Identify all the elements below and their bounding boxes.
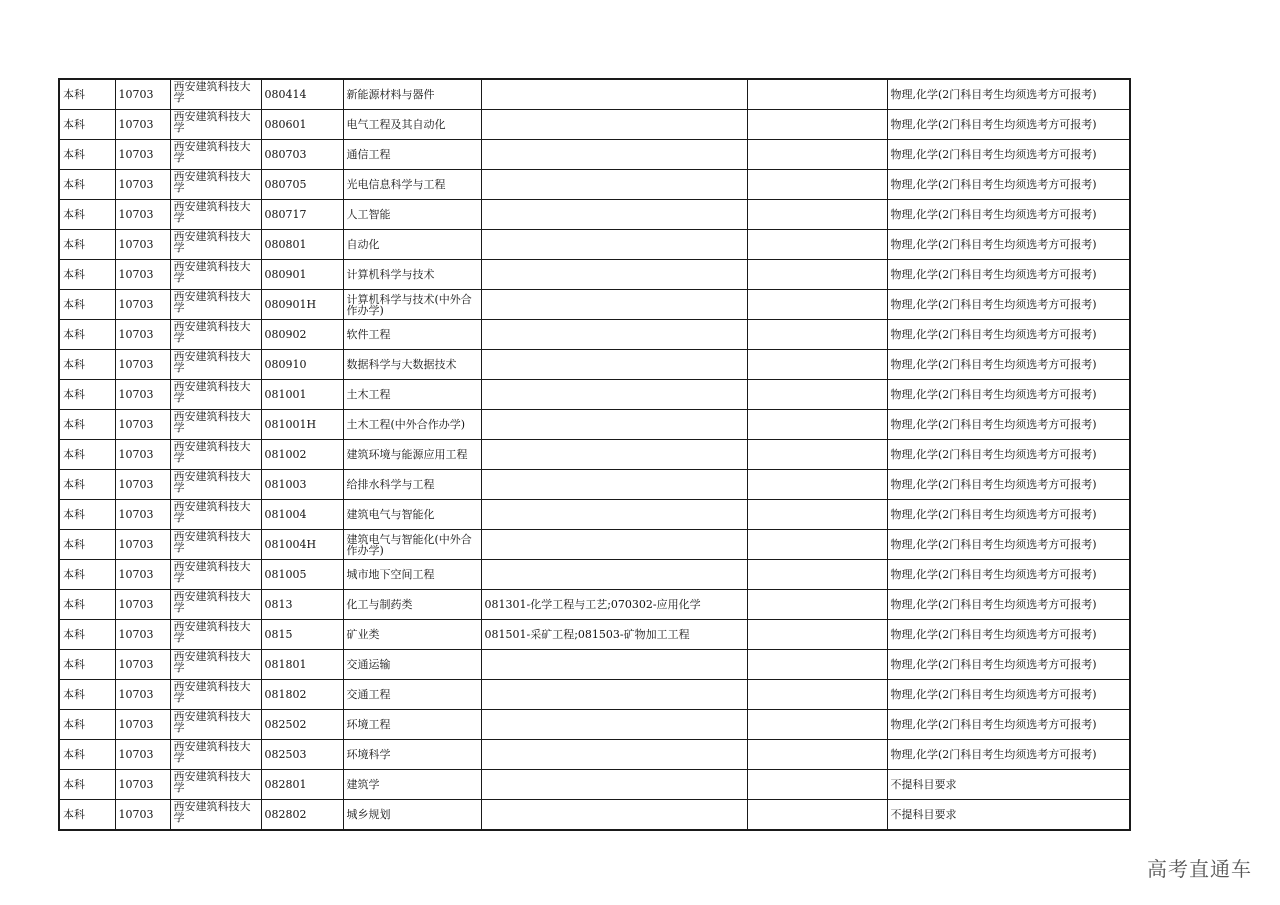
school-code-cell: 10703 <box>115 650 170 680</box>
included-majors-cell: 081301-化学工程与工艺;070302-应用化学 <box>481 590 747 620</box>
included-majors-cell <box>481 740 747 770</box>
note-cell <box>747 110 887 140</box>
school-name-cell: 西安建筑科技大学 <box>170 290 261 320</box>
major-code-cell: 081002 <box>261 440 343 470</box>
included-majors-cell <box>481 800 747 831</box>
table-row <box>59 560 1130 590</box>
school-name-cell: 西安建筑科技大学 <box>170 200 261 230</box>
school-code-cell: 10703 <box>115 410 170 440</box>
watermark-text: 高考直通车 <box>1147 857 1252 881</box>
school-code-cell: 10703 <box>115 770 170 800</box>
major-code-cell: 080901H <box>261 290 343 320</box>
note-cell <box>747 79 887 110</box>
note-cell <box>747 140 887 170</box>
level-cell: 本科 <box>59 200 115 230</box>
major-name-cell: 交通工程 <box>343 680 481 710</box>
major-code-cell: 081001 <box>261 380 343 410</box>
major-name-cell: 软件工程 <box>343 320 481 350</box>
table-row <box>59 530 1130 560</box>
school-code-cell: 10703 <box>115 170 170 200</box>
school-name-cell: 西安建筑科技大学 <box>170 230 261 260</box>
major-name-cell: 交通运输 <box>343 650 481 680</box>
school-name-cell: 西安建筑科技大学 <box>170 710 261 740</box>
note-cell <box>747 410 887 440</box>
school-code-cell: 10703 <box>115 110 170 140</box>
school-code-cell: 10703 <box>115 710 170 740</box>
school-name-cell: 西安建筑科技大学 <box>170 620 261 650</box>
major-name-cell: 计算机科学与技术(中外合作办学) <box>343 290 481 320</box>
school-name-cell: 西安建筑科技大学 <box>170 320 261 350</box>
school-name-cell: 西安建筑科技大学 <box>170 740 261 770</box>
note-cell <box>747 260 887 290</box>
school-code-cell: 10703 <box>115 470 170 500</box>
level-cell: 本科 <box>59 710 115 740</box>
school-name-cell: 西安建筑科技大学 <box>170 530 261 560</box>
included-majors-cell <box>481 500 747 530</box>
level-cell: 本科 <box>59 79 115 110</box>
major-code-cell: 081003 <box>261 470 343 500</box>
subject-requirement-cell: 物理,化学(2门科目考生均须选考方可报考) <box>887 740 1130 770</box>
included-majors-cell <box>481 110 747 140</box>
major-code-cell: 080801 <box>261 230 343 260</box>
included-majors-cell <box>481 560 747 590</box>
included-majors-cell <box>481 650 747 680</box>
school-name-cell: 西安建筑科技大学 <box>170 650 261 680</box>
major-name-cell: 化工与制药类 <box>343 590 481 620</box>
school-name-cell: 西安建筑科技大学 <box>170 350 261 380</box>
major-name-cell: 矿业类 <box>343 620 481 650</box>
table-body <box>59 79 1130 830</box>
school-code-cell: 10703 <box>115 560 170 590</box>
note-cell <box>747 380 887 410</box>
school-name-cell: 西安建筑科技大学 <box>170 560 261 590</box>
major-code-cell: 081004H <box>261 530 343 560</box>
table-row <box>59 440 1130 470</box>
included-majors-cell <box>481 680 747 710</box>
table-row <box>59 350 1130 380</box>
table-row <box>59 650 1130 680</box>
subject-requirement-cell: 不提科目要求 <box>887 800 1130 831</box>
school-name-cell: 西安建筑科技大学 <box>170 140 261 170</box>
level-cell: 本科 <box>59 800 115 831</box>
school-name-cell: 西安建筑科技大学 <box>170 170 261 200</box>
school-code-cell: 10703 <box>115 740 170 770</box>
major-name-cell: 城市地下空间工程 <box>343 560 481 590</box>
major-code-cell: 081801 <box>261 650 343 680</box>
major-code-cell: 0813 <box>261 590 343 620</box>
major-code-cell: 080901 <box>261 260 343 290</box>
included-majors-cell <box>481 380 747 410</box>
note-cell <box>747 620 887 650</box>
included-majors-cell <box>481 350 747 380</box>
table-row <box>59 260 1130 290</box>
level-cell: 本科 <box>59 620 115 650</box>
subject-requirement-cell: 物理,化学(2门科目考生均须选考方可报考) <box>887 500 1130 530</box>
major-code-cell: 082502 <box>261 710 343 740</box>
major-code-cell: 081004 <box>261 500 343 530</box>
school-name-cell: 西安建筑科技大学 <box>170 800 261 831</box>
included-majors-cell <box>481 170 747 200</box>
included-majors-cell <box>481 320 747 350</box>
major-name-cell: 城乡规划 <box>343 800 481 831</box>
note-cell <box>747 710 887 740</box>
level-cell: 本科 <box>59 230 115 260</box>
level-cell: 本科 <box>59 380 115 410</box>
major-name-cell: 计算机科学与技术 <box>343 260 481 290</box>
school-code-cell: 10703 <box>115 140 170 170</box>
major-name-cell: 自动化 <box>343 230 481 260</box>
major-code-cell: 080902 <box>261 320 343 350</box>
table-row <box>59 140 1130 170</box>
major-name-cell: 光电信息科学与工程 <box>343 170 481 200</box>
level-cell: 本科 <box>59 560 115 590</box>
table-row <box>59 110 1130 140</box>
table-row <box>59 620 1130 650</box>
school-code-cell: 10703 <box>115 590 170 620</box>
major-name-cell: 通信工程 <box>343 140 481 170</box>
note-cell <box>747 530 887 560</box>
subject-requirement-cell: 物理,化学(2门科目考生均须选考方可报考) <box>887 290 1130 320</box>
table-row <box>59 320 1130 350</box>
included-majors-cell <box>481 200 747 230</box>
note-cell <box>747 680 887 710</box>
major-code-cell: 080703 <box>261 140 343 170</box>
note-cell <box>747 740 887 770</box>
included-majors-cell: 081501-采矿工程;081503-矿物加工工程 <box>481 620 747 650</box>
major-code-cell: 080717 <box>261 200 343 230</box>
school-code-cell: 10703 <box>115 260 170 290</box>
subject-requirement-cell: 物理,化学(2门科目考生均须选考方可报考) <box>887 320 1130 350</box>
included-majors-cell <box>481 470 747 500</box>
major-code-cell: 080601 <box>261 110 343 140</box>
subject-requirement-cell: 物理,化学(2门科目考生均须选考方可报考) <box>887 710 1130 740</box>
major-name-cell: 给排水科学与工程 <box>343 470 481 500</box>
table-row <box>59 800 1130 831</box>
major-name-cell: 环境科学 <box>343 740 481 770</box>
major-code-cell: 082801 <box>261 770 343 800</box>
major-name-cell: 建筑电气与智能化 <box>343 500 481 530</box>
school-name-cell: 西安建筑科技大学 <box>170 500 261 530</box>
school-code-cell: 10703 <box>115 320 170 350</box>
school-code-cell: 10703 <box>115 380 170 410</box>
subject-requirement-cell: 物理,化学(2门科目考生均须选考方可报考) <box>887 170 1130 200</box>
note-cell <box>747 560 887 590</box>
note-cell <box>747 170 887 200</box>
included-majors-cell <box>481 770 747 800</box>
level-cell: 本科 <box>59 470 115 500</box>
level-cell: 本科 <box>59 440 115 470</box>
major-name-cell: 环境工程 <box>343 710 481 740</box>
level-cell: 本科 <box>59 260 115 290</box>
subject-requirement-cell: 不提科目要求 <box>887 770 1130 800</box>
included-majors-cell <box>481 79 747 110</box>
major-name-cell: 土木工程(中外合作办学) <box>343 410 481 440</box>
major-code-cell: 080705 <box>261 170 343 200</box>
school-name-cell: 西安建筑科技大学 <box>170 410 261 440</box>
major-name-cell: 数据科学与大数据技术 <box>343 350 481 380</box>
school-code-cell: 10703 <box>115 620 170 650</box>
subject-requirement-cell: 物理,化学(2门科目考生均须选考方可报考) <box>887 79 1130 110</box>
subject-requirement-cell: 物理,化学(2门科目考生均须选考方可报考) <box>887 470 1130 500</box>
major-code-cell: 082503 <box>261 740 343 770</box>
level-cell: 本科 <box>59 140 115 170</box>
school-code-cell: 10703 <box>115 230 170 260</box>
table-row <box>59 79 1130 110</box>
included-majors-cell <box>481 260 747 290</box>
level-cell: 本科 <box>59 770 115 800</box>
included-majors-cell <box>481 140 747 170</box>
level-cell: 本科 <box>59 410 115 440</box>
table-row <box>59 200 1130 230</box>
note-cell <box>747 590 887 620</box>
note-cell <box>747 500 887 530</box>
subject-requirement-cell: 物理,化学(2门科目考生均须选考方可报考) <box>887 140 1130 170</box>
subject-requirement-cell: 物理,化学(2门科目考生均须选考方可报考) <box>887 350 1130 380</box>
school-name-cell: 西安建筑科技大学 <box>170 590 261 620</box>
school-code-cell: 10703 <box>115 350 170 380</box>
table-row <box>59 500 1130 530</box>
subject-requirement-cell: 物理,化学(2门科目考生均须选考方可报考) <box>887 410 1130 440</box>
subject-requirement-cell: 物理,化学(2门科目考生均须选考方可报考) <box>887 260 1130 290</box>
table-row <box>59 710 1130 740</box>
school-name-cell: 西安建筑科技大学 <box>170 380 261 410</box>
note-cell <box>747 200 887 230</box>
note-cell <box>747 470 887 500</box>
subject-requirement-cell: 物理,化学(2门科目考生均须选考方可报考) <box>887 200 1130 230</box>
level-cell: 本科 <box>59 590 115 620</box>
school-code-cell: 10703 <box>115 440 170 470</box>
school-code-cell: 10703 <box>115 800 170 831</box>
included-majors-cell <box>481 290 747 320</box>
subject-requirement-cell: 物理,化学(2门科目考生均须选考方可报考) <box>887 380 1130 410</box>
major-code-cell: 081802 <box>261 680 343 710</box>
major-code-cell: 0815 <box>261 620 343 650</box>
school-name-cell: 西安建筑科技大学 <box>170 260 261 290</box>
major-code-cell: 080910 <box>261 350 343 380</box>
major-name-cell: 人工智能 <box>343 200 481 230</box>
major-code-cell: 081001H <box>261 410 343 440</box>
level-cell: 本科 <box>59 680 115 710</box>
table-row <box>59 680 1130 710</box>
major-name-cell: 电气工程及其自动化 <box>343 110 481 140</box>
school-code-cell: 10703 <box>115 680 170 710</box>
note-cell <box>747 230 887 260</box>
note-cell <box>747 800 887 831</box>
table-row <box>59 170 1130 200</box>
level-cell: 本科 <box>59 290 115 320</box>
level-cell: 本科 <box>59 740 115 770</box>
school-name-cell: 西安建筑科技大学 <box>170 440 261 470</box>
majors-table <box>58 78 1131 831</box>
school-code-cell: 10703 <box>115 290 170 320</box>
subject-requirement-cell: 物理,化学(2门科目考生均须选考方可报考) <box>887 680 1130 710</box>
subject-requirement-cell: 物理,化学(2门科目考生均须选考方可报考) <box>887 620 1130 650</box>
subject-requirement-cell: 物理,化学(2门科目考生均须选考方可报考) <box>887 560 1130 590</box>
level-cell: 本科 <box>59 650 115 680</box>
note-cell <box>747 320 887 350</box>
subject-requirement-cell: 物理,化学(2门科目考生均须选考方可报考) <box>887 650 1130 680</box>
table-row <box>59 290 1130 320</box>
level-cell: 本科 <box>59 320 115 350</box>
major-code-cell: 080414 <box>261 79 343 110</box>
included-majors-cell <box>481 530 747 560</box>
school-code-cell: 10703 <box>115 530 170 560</box>
school-name-cell: 西安建筑科技大学 <box>170 110 261 140</box>
major-code-cell: 082802 <box>261 800 343 831</box>
subject-requirement-cell: 物理,化学(2门科目考生均须选考方可报考) <box>887 230 1130 260</box>
table-row <box>59 410 1130 440</box>
subject-requirement-cell: 物理,化学(2门科目考生均须选考方可报考) <box>887 590 1130 620</box>
table-row <box>59 590 1130 620</box>
table-row <box>59 740 1130 770</box>
major-name-cell: 土木工程 <box>343 380 481 410</box>
included-majors-cell <box>481 440 747 470</box>
note-cell <box>747 770 887 800</box>
note-cell <box>747 350 887 380</box>
major-name-cell: 建筑电气与智能化(中外合作办学) <box>343 530 481 560</box>
table-row <box>59 230 1130 260</box>
table-row <box>59 380 1130 410</box>
subject-requirement-cell: 物理,化学(2门科目考生均须选考方可报考) <box>887 110 1130 140</box>
table-row <box>59 470 1130 500</box>
included-majors-cell <box>481 710 747 740</box>
school-code-cell: 10703 <box>115 500 170 530</box>
major-code-cell: 081005 <box>261 560 343 590</box>
subject-requirement-cell: 物理,化学(2门科目考生均须选考方可报考) <box>887 530 1130 560</box>
note-cell <box>747 440 887 470</box>
major-name-cell: 建筑环境与能源应用工程 <box>343 440 481 470</box>
school-name-cell: 西安建筑科技大学 <box>170 680 261 710</box>
table-row <box>59 770 1130 800</box>
included-majors-cell <box>481 230 747 260</box>
school-name-cell: 西安建筑科技大学 <box>170 770 261 800</box>
note-cell <box>747 650 887 680</box>
level-cell: 本科 <box>59 530 115 560</box>
included-majors-cell <box>481 410 747 440</box>
level-cell: 本科 <box>59 500 115 530</box>
school-name-cell: 西安建筑科技大学 <box>170 79 261 110</box>
level-cell: 本科 <box>59 110 115 140</box>
school-code-cell: 10703 <box>115 79 170 110</box>
subject-requirement-cell: 物理,化学(2门科目考生均须选考方可报考) <box>887 440 1130 470</box>
school-code-cell: 10703 <box>115 200 170 230</box>
school-name-cell: 西安建筑科技大学 <box>170 470 261 500</box>
level-cell: 本科 <box>59 350 115 380</box>
level-cell: 本科 <box>59 170 115 200</box>
major-name-cell: 建筑学 <box>343 770 481 800</box>
note-cell <box>747 290 887 320</box>
major-name-cell: 新能源材料与器件 <box>343 79 481 110</box>
